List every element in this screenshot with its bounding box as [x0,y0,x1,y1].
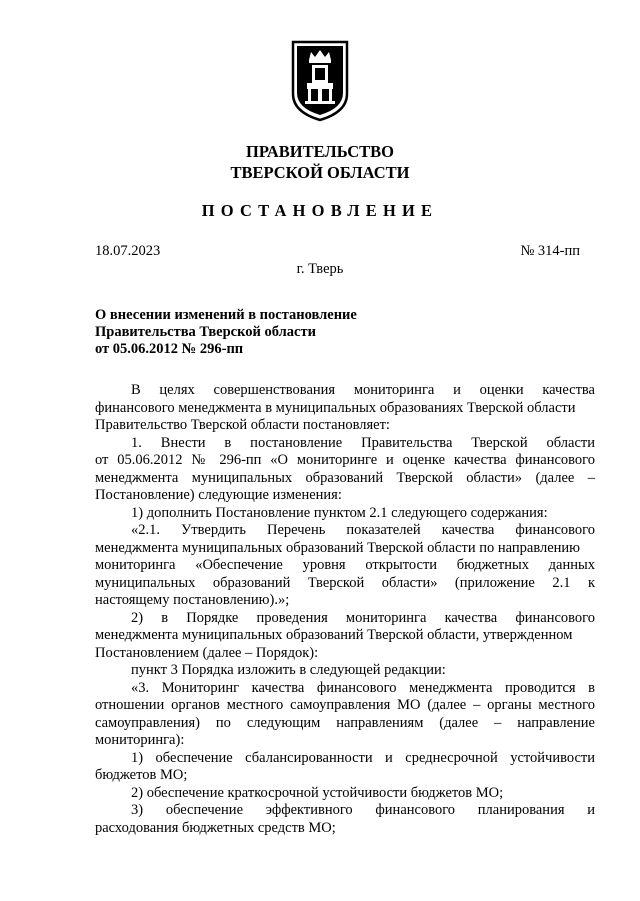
body-line: «3. Мониторинг качества финансового менеджмента проводится в [131,679,595,696]
body-line: пункт 3 Порядка изложить в следующей редакции: [131,662,446,678]
body-line: В целях совершенствования мониторинга и оценки качества [131,382,595,398]
government-line-1: ПРАВИТЕЛЬСТВО [246,142,394,161]
document-body [95,382,595,837]
body-line: Постановление) следующие изменения: [95,487,342,503]
document-subject [95,307,357,358]
body-line: расходования бюджетных средств МО; [95,819,336,836]
body-line: 1. Внести в постановление Правительства Тверской области [131,434,595,451]
body-line: от 05.06.2012 № 296-пп «О мониторинге и оценке качества финансового [95,452,595,468]
body-line: 2) обеспечение краткосрочной устойчивости бюджетов МО; [131,784,504,801]
body-line: отношении органов местного самоуправления МО (далее – органы местного [95,697,595,713]
coat-of-arms-emblem [291,40,349,122]
body-line: «2.1. Утвердить Перечень показателей качества финансового [131,522,595,538]
body-line: 3) обеспечение эффективного финансового планирования и [131,802,595,818]
body-line: 1) обеспечение сбалансированности и среднесрочной устойчивости [131,749,595,766]
government-line-2: ТВЕРСКОЙ ОБЛАСТИ [230,163,410,182]
body-line: Правительство Тверской области постановляет: [95,417,390,433]
body-line: менеджмента муниципальных образований Тверской области по направлению [95,539,580,556]
body-line: бюджетов МО; [95,767,188,783]
body-line: мониторинга): [95,732,185,748]
body-line: 1) дополнить Постановление пунктом 2.1 следующего содержания: [131,504,548,521]
body-line: менеджмента муниципальных образований Тверской области, утвержденном [95,627,573,643]
subject-line: от 05.06.2012 № 296-пп [95,341,244,357]
government-name [0,141,640,183]
body-line: настоящему постановлению).»; [95,592,290,608]
document-number: № 314-пп [520,243,580,259]
body-line: менеджмента муниципальных образований Тверской области» (далее – [95,469,595,486]
body-line: 2) в Порядке проведения мониторинга качества финансового [131,609,595,626]
body-line: муниципальных образований Тверской области» (приложение 2.1 к [95,574,595,591]
document-type-title: ПОСТАНОВЛЕНИЕ [201,201,439,220]
document-date: 18.07.2023 [95,243,161,259]
body-line: самоуправления) по следующим направлениям (далее – направление [95,714,595,731]
subject-line: О внесении изменений в постановление [95,307,357,323]
subject-line: Правительства Тверской области [95,324,316,340]
body-line: финансового менеджмента в муниципальных образованиях Тверской области [95,399,576,416]
body-line: мониторинга «Обеспечение уровня открытости бюджетных данных [95,557,595,573]
body-line: Постановлением (далее – Порядок): [95,644,319,661]
document-city: г. Тверь [296,261,344,277]
